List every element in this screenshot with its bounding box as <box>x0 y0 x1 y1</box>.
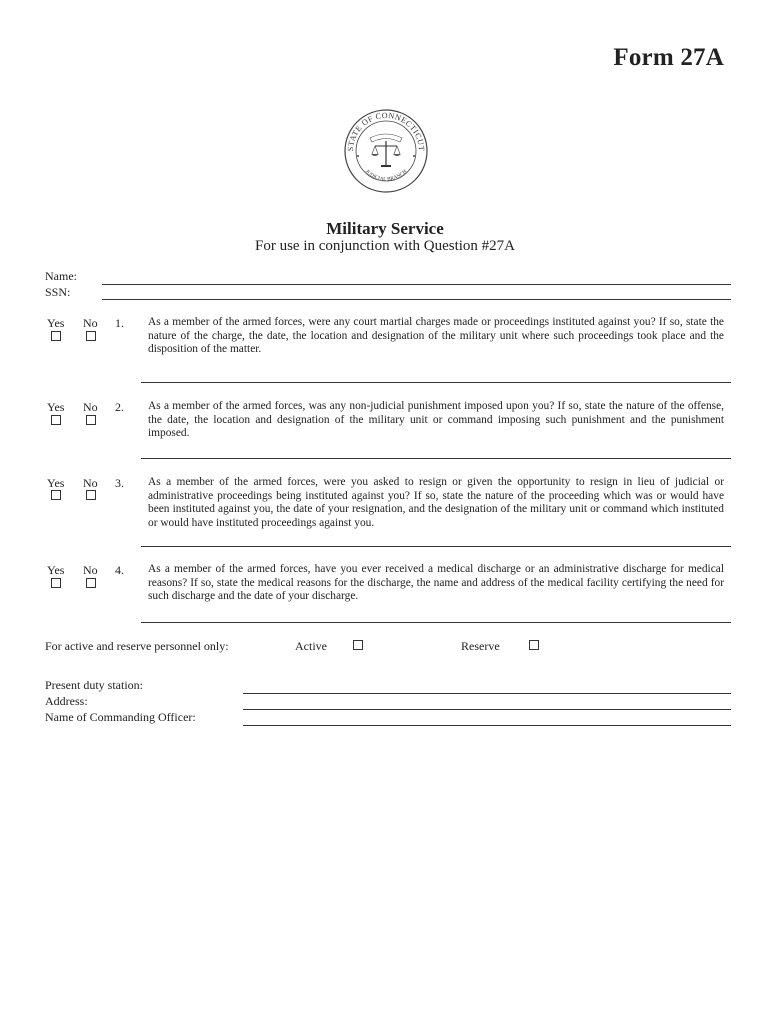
q2-answer-line[interactable] <box>141 458 731 459</box>
q2-yes-label: Yes <box>47 400 65 414</box>
commanding-officer-field[interactable] <box>243 725 731 726</box>
q2-text: As a member of the armed forces, was any non-judicial punishment imposed upon you? If so, state the nature of the offense, the date, the location and designation of the military unit or command imposing such punishment and the punishment imposed. <box>148 400 724 440</box>
active-checkbox[interactable] <box>353 640 363 650</box>
q3-answer-line[interactable] <box>141 546 731 547</box>
svg-text:JUDICIAL BRANCH: JUDICIAL BRANCH <box>363 168 409 183</box>
q2-no-checkbox[interactable] <box>86 415 96 425</box>
q1-number: 1. <box>115 316 124 330</box>
address-label: Address: <box>45 694 88 708</box>
q4-no-label: No <box>83 563 98 577</box>
q1-yes-label: Yes <box>47 316 65 330</box>
form-heading: Military Service <box>326 219 444 238</box>
q3-text: As a member of the armed forces, were you asked to resign or given the opportunity to resign in lieu of judicial or administrative proceedings being instituted against you? If so, state the nature of the proceeding which was or would have been instituted against you, the date of your resignation, and the designation of the military unit or command which instituted or would have instituted proceedings against you. <box>148 476 724 529</box>
personnel-label: For active and reserve personnel only: <box>45 639 229 653</box>
form-number: Form 27A <box>613 44 724 71</box>
ssn-field[interactable] <box>102 299 731 300</box>
q4-answer-line[interactable] <box>141 622 731 623</box>
q1-yes-checkbox[interactable] <box>51 331 61 341</box>
name-label: Name: <box>45 269 77 283</box>
q3-no-label: No <box>83 476 98 490</box>
q3-no-checkbox[interactable] <box>86 490 96 500</box>
q1-no-checkbox[interactable] <box>86 331 96 341</box>
duty-station-label: Present duty station: <box>45 678 143 692</box>
q4-number: 4. <box>115 563 124 577</box>
q2-number: 2. <box>115 400 124 414</box>
svg-text:STATE OF CONNECTICUT: STATE OF CONNECTICUT <box>345 110 427 152</box>
q3-yes-checkbox[interactable] <box>51 490 61 500</box>
commanding-officer-label: Name of Commanding Officer: <box>45 710 196 724</box>
ssn-label: SSN: <box>45 285 71 299</box>
q4-yes-label: Yes <box>47 563 65 577</box>
state-seal-logo <box>343 108 429 194</box>
duty-station-field[interactable] <box>243 693 731 694</box>
address-field[interactable] <box>243 709 731 710</box>
q1-answer-line[interactable] <box>141 382 731 383</box>
name-field[interactable] <box>102 284 731 285</box>
reserve-label: Reserve <box>461 639 500 653</box>
q2-no-label: No <box>83 400 98 414</box>
q3-yes-label: Yes <box>47 476 65 490</box>
q4-no-checkbox[interactable] <box>86 578 96 588</box>
form-subheading: For use in conjunction with Question #27A <box>255 238 515 254</box>
q2-yes-checkbox[interactable] <box>51 415 61 425</box>
reserve-checkbox[interactable] <box>529 640 539 650</box>
active-label: Active <box>295 639 327 653</box>
q3-number: 3. <box>115 476 124 490</box>
q1-text: As a member of the armed forces, were any court martial charges made or proceedings instituted against you? If so, state the nature of the charge, the date, the location and designation of the military unit where such proceedings took place and the disposition of the matter. <box>148 316 724 356</box>
q4-yes-checkbox[interactable] <box>51 578 61 588</box>
q4-text: As a member of the armed forces, have you ever received a medical discharge or an administrative discharge for medical reasons? If so, state the medical reasons for the discharge, the name and address of the medical facility certifying the need for such discharge and the date of your discharge. <box>148 563 724 603</box>
q1-no-label: No <box>83 316 98 330</box>
